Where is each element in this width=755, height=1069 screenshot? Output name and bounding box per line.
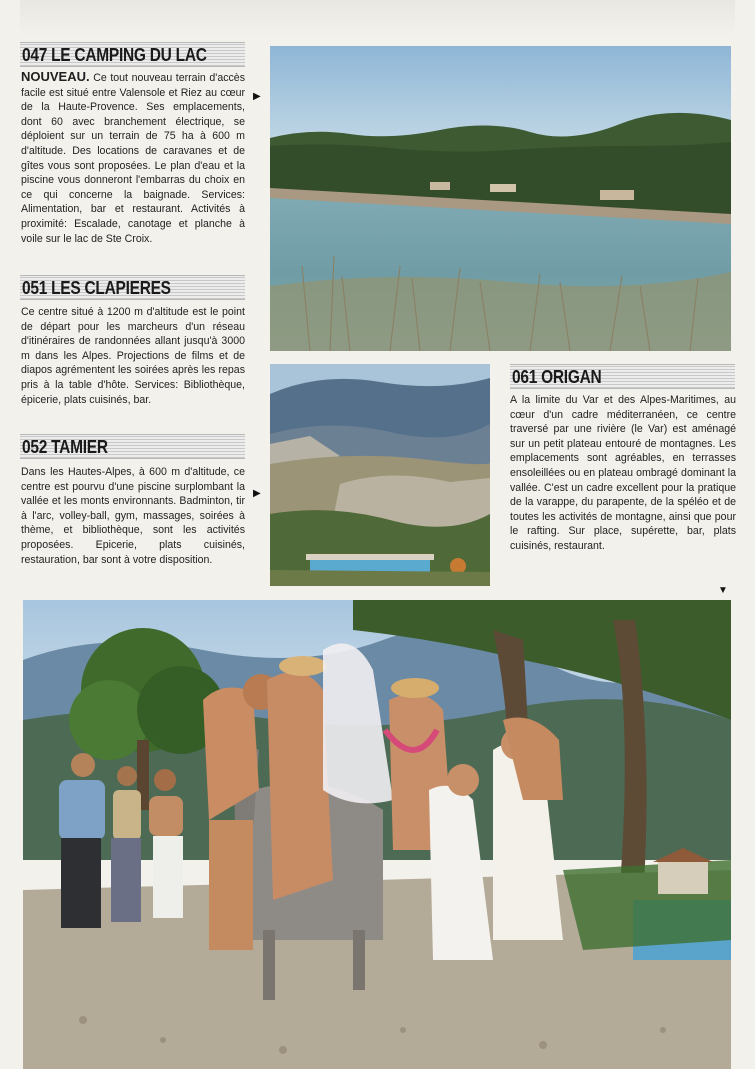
heading-les-clapieres: 051 LES CLAPIERES (20, 275, 245, 300)
photo-mountain-valley (270, 364, 490, 586)
top-page-strip (20, 0, 735, 36)
heading-tamier: 052 TAMIER (20, 434, 245, 459)
photo-lake (270, 46, 731, 351)
right-arrow-icon: ▶ (253, 488, 261, 499)
photo-group-with-donkey (23, 600, 731, 1069)
text-tamier: Dans les Hautes-Alpes, à 600 m d'altitude, ce centre est pourvu d'une piscine surplombant la vallée et les monts environnants. Badminton, tir à l'arc, volley-ball, gym, massages, soirées à thème, et bibliothèque, sont les activités proposées. Epicerie, plats cuisinés, restauration, bar sont à votre disposition. (21, 466, 245, 566)
heading-origan: 061 ORIGAN (510, 364, 735, 389)
text-les-clapieres: Ce centre situé à 1200 m d'altitude est le point de départ pour les marcheurs d'un réseau d'itinéraires de randonnées allant jusqu'à 3000 m dans les Alpes. Projections de films et de diapos agrémentent les soirées après les repas pris à la table d'hôte. Services: Bibliothèque, épicerie, plats cuisinés, bar. (21, 306, 245, 406)
text-origan: A la limite du Var et des Alpes-Maritimes, au cœur d'un cadre méditerranéen, ce centre traversé par une rivière (le Var) est aménagé sur un petit plateau entouré de montagnes. Les emplacements sont agréables, en terrasses ensoleillées ou en plateau ombragé dominant la vallée. C'est un cadre excellent pour la pratique de la varappe, du parapente, de la spéléo et de toutes les activités de montagne, ainsi que pour le rafting. Sur place, supérette, bar, plats cuisinés, restaurant. (510, 394, 736, 552)
right-arrow-icon: ▶ (253, 91, 261, 102)
text-camping-du-lac: NOUVEAU. Ce tout nouveau terrain d'accès facile est situé entre Valensole et Riez au cœur de la Haute-Provence. Ses emplacements, dont 60 avec branchement électrique, se déploient sur un terrain de 75 ha à 600 m d'altitude. Des locations de caravanes et de gîtes vous sont proposées. Le plan d'eau et la piscine vous donneront l'embarras du choix en ce qui concerne la baignade. Services: Alimentation, bar et restaurant. Activités à proximité: Escalade, canotage et planche à voile sur le lac de Ste Croix. (21, 69, 245, 245)
down-arrow-icon: ▼ (718, 585, 728, 596)
heading-camping-du-lac: 047 LE CAMPING DU LAC (20, 42, 245, 67)
lead-nouveau: NOUVEAU. (21, 69, 90, 84)
